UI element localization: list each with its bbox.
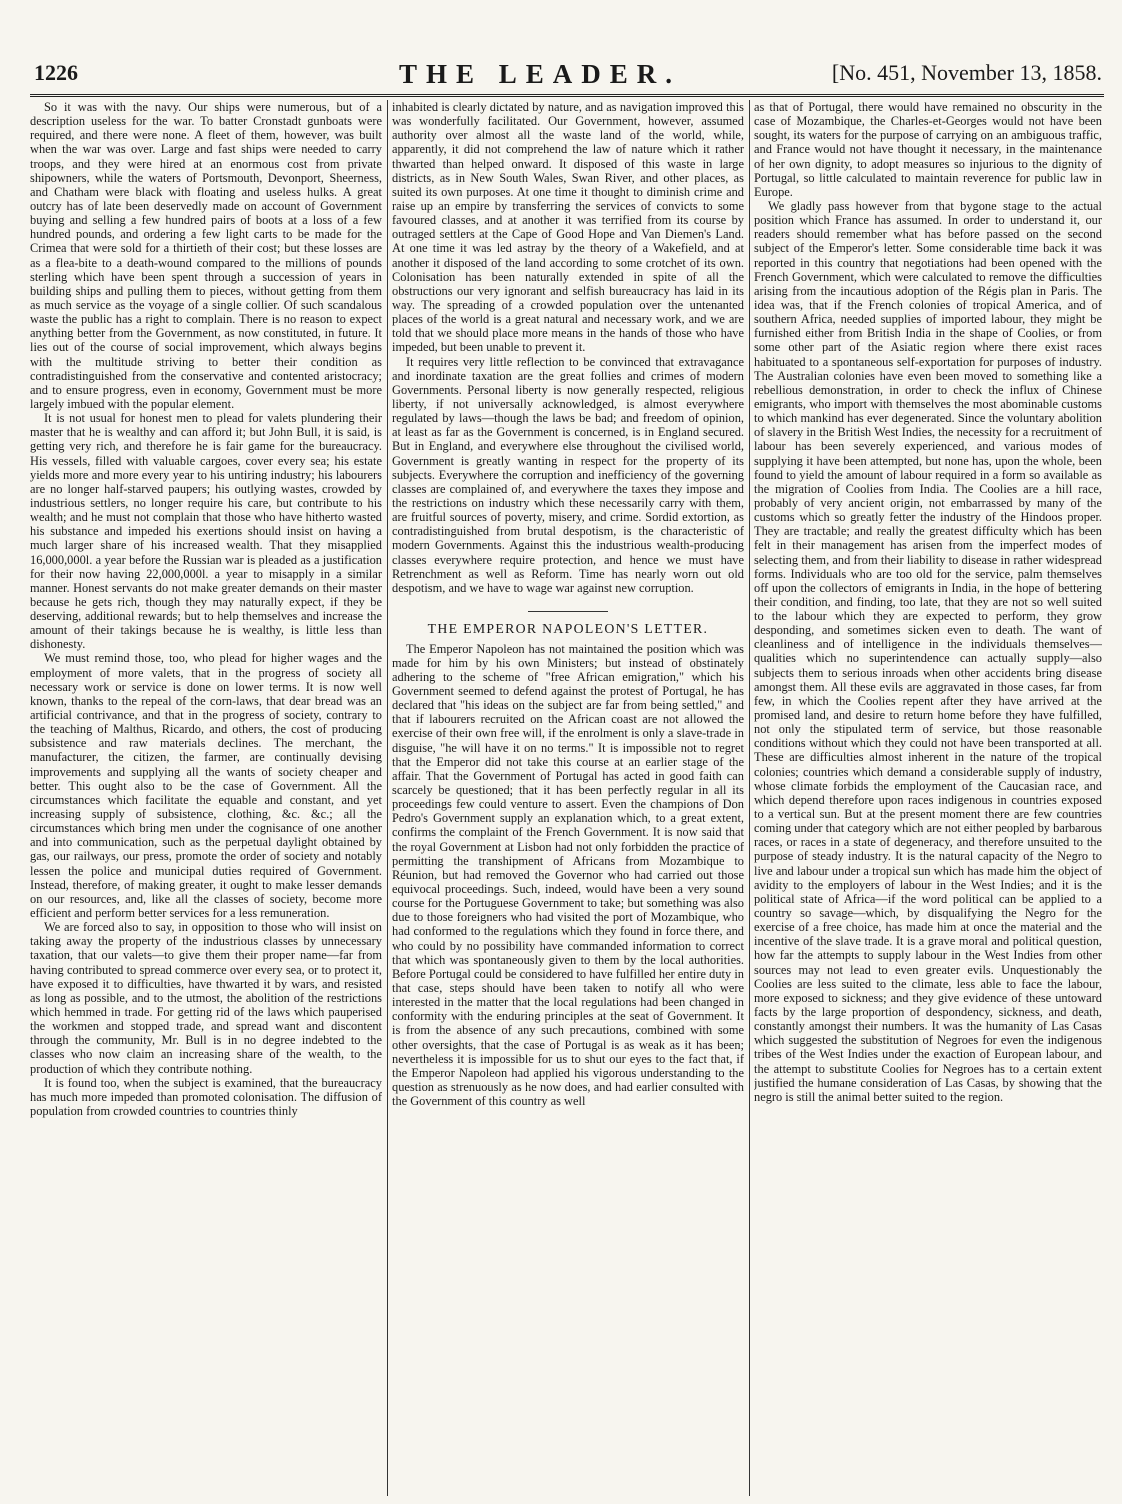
column-2	[392, 100, 744, 1496]
section-divider	[528, 611, 608, 612]
paragraph: We are forced also to say, in opposition to those who will insist on taking away the property of the industrious classes by unnecessary taxation, that our valets—to give them their proper name—far from having contributed to spread commerce over every sea, or to protect it, have exposed it to difficulties, have thwarted it by wars, and resisted as long as possible, and to the utmost, the abolition of the restrictions which hemmed in trade. For getting rid of the laws which pauperised the workmen and stopped trade, and spread want and discontent through the community, Mr. Bull is in no degree indebted to the classes who now claim an increasing share of the wealth, to the production of which they contribute nothing.	[30, 920, 382, 1076]
paragraph: It requires very little reflection to be convinced that extravagance and inordinate taxation are the great follies and crimes of modern Governments. Personal liberty is now generally respected, religious liberty, if not universally acknowledged, is almost everywhere regulated by laws—though the laws be bad; and freedom of opinion, at least as far as the Government is concerned, is in England secured. But in England, and everywhere else throughout the civilised world, Government is greatly wanting in respect for the property of its subjects. Everywhere the corruption and inefficiency of the governing classes are complained of, and everywhere the taxes they impose and the restrictions on industry which these necessarily carry with them, are fruitful sources of poverty, misery, and crime. Sordid extortion, as contradistinguished from brutal despotism, is the characteristic of modern Governments. Against this the industrious wealth-producing classes everywhere require protection, and hence we must have Retrenchment as well as Reform. Time has nearly worn out old despotism, and we have to wage war against new corruption.	[392, 354, 744, 595]
paragraph: It is not usual for honest men to plead for valets plundering their master that he is wealthy and can afford it; but John Bull, it is said, is getting very rich, and therefore he is fair game for the bureaucracy. His vessels, filled with valuable cargoes, cover every sea; his estate yields more and more every year to his untiring industry; his labourers are no longer half-starved paupers; his outlying wastes, crowded by industrious settlers, no longer require his care, but contribute to his wealth; and he must not complain that those who have hitherto wasted his substance and impeded his exertions should insist on having a much larger share of his increased wealth. That they misapplied 16,000,000l. a year before the Russian war is pleaded as a justification for their now having 22,000,000l. a year to misapply in a similar manner. Honest servants do not make greater demands on their master because he gets rich, though they may naturally expect, if they be deserving, additional rewards; but to help themselves and increase the amount of their takings because he is wealthy, is little less than dishonesty.	[30, 411, 382, 652]
article-columns	[30, 100, 1102, 1496]
article-heading: THE EMPEROR NAPOLEON'S LETTER.	[427, 620, 709, 636]
page-header	[30, 58, 1104, 97]
paragraph: The Emperor Napoleon has not maintained the position which was made for him by his own Ministers; but instead of obstinately adhering to the scheme of "free African emigration," which his Government seemed to defend against the protest of Portugal, he has declared that "his ideas on the subject are far from being settled," and that if labourers recruited on the African coast are not allowed the exercise of their own free will, if the enrolment is only a slave-trade in disguise, "he will have it on no terms." It is impossible not to regret that the Emperor did not take this course at an earlier stage of the affair. That the Government of Portugal has acted in good faith can scarcely be questioned; that it has been perfectly regular in all its proceedings few could venture to assert. Even the champions of Don Pedro's Government supply an explanation which, to a great extent, confirms the complaint of the French Government. It is now said that the royal Government at Lisbon had not only forbidden the practice of permitting the transhipment of Africans from Mozambique to Réunion, but had removed the Governor who had carried out those equivocal proceedings. Such, indeed, would have been a very sound course for the Portuguese Government to take; but something was also due to those foreigners who had visited the port of Mozambique, who had conformed to the regulations which they found in force there, and who could by no possibility have commanded information to correct that which was spontaneously given to them by the local authorities. Before Portugal could be considered to have fulfilled her entire duty in that case, steps should have been taken to notify all who were interested in the matter that the local regulations had been changed in conformity with the enduring principles at the seat of Government. It is from the absence of any such precautions, combined with some other oversights, that the case of Portugal is as weak as it has been; nevertheless it is impossible for us to shut our eyes to the fact that, if the Emperor Napoleon had applied his vigorous understanding to the question as strenuously as he now does, and had earlier consulted with the Government of this country as well	[392, 641, 744, 1109]
paragraph: We must remind those, too, who plead for higher wages and the employment of more valets, that in the progress of society all necessary work or service is done on lower terms. It is now well known, thanks to the repeal of the corn-laws, that dear bread was an artificial contrivance, and that in the progress of society, contrary to the teaching of Malthus, Ricardo, and others, the cost of producing subsistence and raw materials declines. The merchant, the manufacturer, the citizen, the farmer, are continually devising improvements and supplying all the wants of society cheaper and better. This ought also to be the case of Government. All the circumstances which facilitate the equable and constant, and yet increasing supply of subsistence, clothing, &c. &c.; all the circumstances which bring men under the cognisance of one another and into communication, such as the perpetual daylight obtained by gas, our railways, our press, promote the order of society and notably lessen the police and municipal duties required of Government. Instead, therefore, of making greater, it ought to make lesser demands on our resources, and, like all the classes of society, become more efficient and perform better services for a less remuneration.	[30, 651, 382, 921]
paragraph: as that of Portugal, there would have remained no obscurity in the case of Mozambique, the Charles-et-Georges would not have been sought, its waters for the purpose of carrying on an ambiguous traffic, and France would not have thought it necessary, in the maintenance of her own dignity, to adopt measures so injurious to the dignity of Portugal, so little calculated to maintain reverence for public law in Europe.	[754, 100, 1102, 199]
paragraph: inhabited is clearly dictated by nature, and as navigation improved this was wonderfully facilitated. Our Government, however, assumed authority over almost all the waste land of the world, while, apparently, it did not comprehend the law of nature which it rather thwarted than helped onward. It disposed of this waste in large districts, as in New South Wales, Swan River, and other places, as suited its own purposes. At one time it thought to diminish crime and raise up an empire by transferring the services of convicts to some favoured classes, and at another it was terrified from its course by outraged settlers at the Cape of Good Hope and Van Diemen's Land. At one time it was led astray by the theory of a Wakefield, and at another it disposed of the land according to some crotchet of its own. Colonisation has been naturally extended in spite of all the obstructions our very ignorant and selfish bureaucracy has laid in its way. The spreading of a crowded population over the untenanted places of the world is a great natural and necessary work, and we are told that we should place more means in the hands of those who have impeded, but been unable to prevent it.	[392, 100, 744, 355]
paragraph: It is found too, when the subject is examined, that the bureaucracy has much more impeded than promoted colonisation. The diffusion of population from crowded countries to countries thinly	[30, 1075, 382, 1118]
page-number: 1226	[34, 60, 78, 85]
publication-title: THE LEADER.	[398, 59, 682, 89]
issue-info: [No. 451, November 13, 1858.	[831, 60, 1102, 85]
column-3	[754, 100, 1102, 1496]
column-rule	[749, 100, 750, 1496]
paragraph: So it was with the navy. Our ships were numerous, but of a description useless for the war. To batter Cronstadt gunboats were required, and there were none. A fleet of them, however, was built when the war was over. Large and fast ships were needed to carry troops, and they were hired at an enormous cost from private shipowners, while the waters of Portsmouth, Devonport, Sheerness, and Chatham were black with floating and useless hulks. A great outcry has of late been deservedly made on account of Government buying and selling a few hundred pairs of boots at a loss of a few hundred pounds, and ordering a few light carts to be made for the Crimea that were sold for a thirtieth of their cost; but these losses are as a flea-bite to a death-wound compared to the millions of pounds sterling which have been spent through a succession of years in building ships and pulling them to pieces, without getting from them as much service as the voyage of a single collier. Of such scandalous waste the public has a right to complain. There is no reason to expect anything better from the Government, as now constituted, in future. It lies out of the course of social improvement, which always begins with the multitude striving to better their condition as contradistinguished from the conservative and contented aristocracy; and to ensure progress, even in economy, Government must be more largely imbued with the popular element.	[30, 100, 382, 411]
column-rule	[387, 100, 388, 1496]
column-1	[30, 100, 382, 1496]
paragraph: We gladly pass however from that bygone stage to the actual position which France has assumed. In order to understand it, our readers should remember what has before passed on the second subject of the Emperor's letter. Some considerable time back it was reported in this country that negotiations had been opened with the French Government, which were calculated to remove the difficulties arising from the incautious adoption of the Régis plan in Paris. The idea was, that if the French colonies of tropical America, and of southern Africa, needed supplies of imported labour, they might be furnished either from British India in the shape of Coolies, or from some other part of the Asiatic region where there exist races habituated to a spontaneous self-exportation for purposes of industry. The Australian colonies have even been moved to something like a rebellious demonstration, in order to check the influx of Chinese emigrants, who import with themselves the most abominable customs to which mankind has ever degenerated. Since the voluntary abolition of slavery in the British West Indies, the necessity for a recruitment of labour has been severely experienced, and various modes of supplying it have been attempted, but none has, upon the whole, been found to yield the amount of labour required in a form so available as the migration of Coolies from India. The Coolies are a hill race, probably of very ancient origin, not embarrassed by many of the customs which so greatly fetter the industry of the Hindoos proper. They are tractable; and really the greatest difficulty which has been felt in their management has arisen from the imperfect modes of selecting them, and from their liability to disease in rather widespread forms. Individuals who are too old for the service, palm themselves off upon the collectors of emigrants in India, in the hope of bettering their condition, and finding, too late, that they are not so well suited to the labour which they are expected to perform, they grow desponding, and sometimes sicken even to death. The want of cleanliness and of intelligence in the individuals themselves—qualities which no superintendence can actually supply—also subjects them to serious inroads when other accidents bring disease amongst them. All these evils are aggravated in those cases, far from few, in which the Coolies repent after they have arrived at the promised land, and desire to return home before they have fulfilled, not only the stipulated term of service, but those reasonable conditions without which they could not have been transported at all. These are difficulties almost inherent in the nature of the tropical colonies; countries which demand a considerable supply of industry, whose climate forbids the employment of the Caucasian race, and which depend therefore upon races indigenous in countries exposed to a vertical sun. But at the present moment there are few countries coming under that category which are not either peopled by barbarous races, or races in a state of degeneracy, and therefore unsuited to the purpose of steady industry. It is the natural capacity of the Negro to live and labour under a tropical sun which has made him the object of avidity to the employers of labour in the West Indies; and it is the political state of Africa—if the word political can be applied to a country so savage—which, by disqualifying the Negro for the exercise of a free choice, has made him at once the material and the incentive of the slave trade. It is a grave moral and political question, how far the attempts to supply labour in the West Indies from other sources may not lead to even greater evils. Unquestionably the Coolies are less suited to the climate, less able to face the labour, more exposed to sickness; and they give evidence of these untoward facts by the large proportion of despondency, sickness, and death, constantly amongst their numbers. It was the humanity of Las Casas which suggested the substitution of Negroes for even the indigenous tribes of the West Indies under the exaction of European labour, and the attempt to substitute Coolies for Negroes has to a certain extent justified the humane consideration of Las Casas, by showing that the negro is still the animal better suited to the region.	[754, 198, 1102, 1104]
